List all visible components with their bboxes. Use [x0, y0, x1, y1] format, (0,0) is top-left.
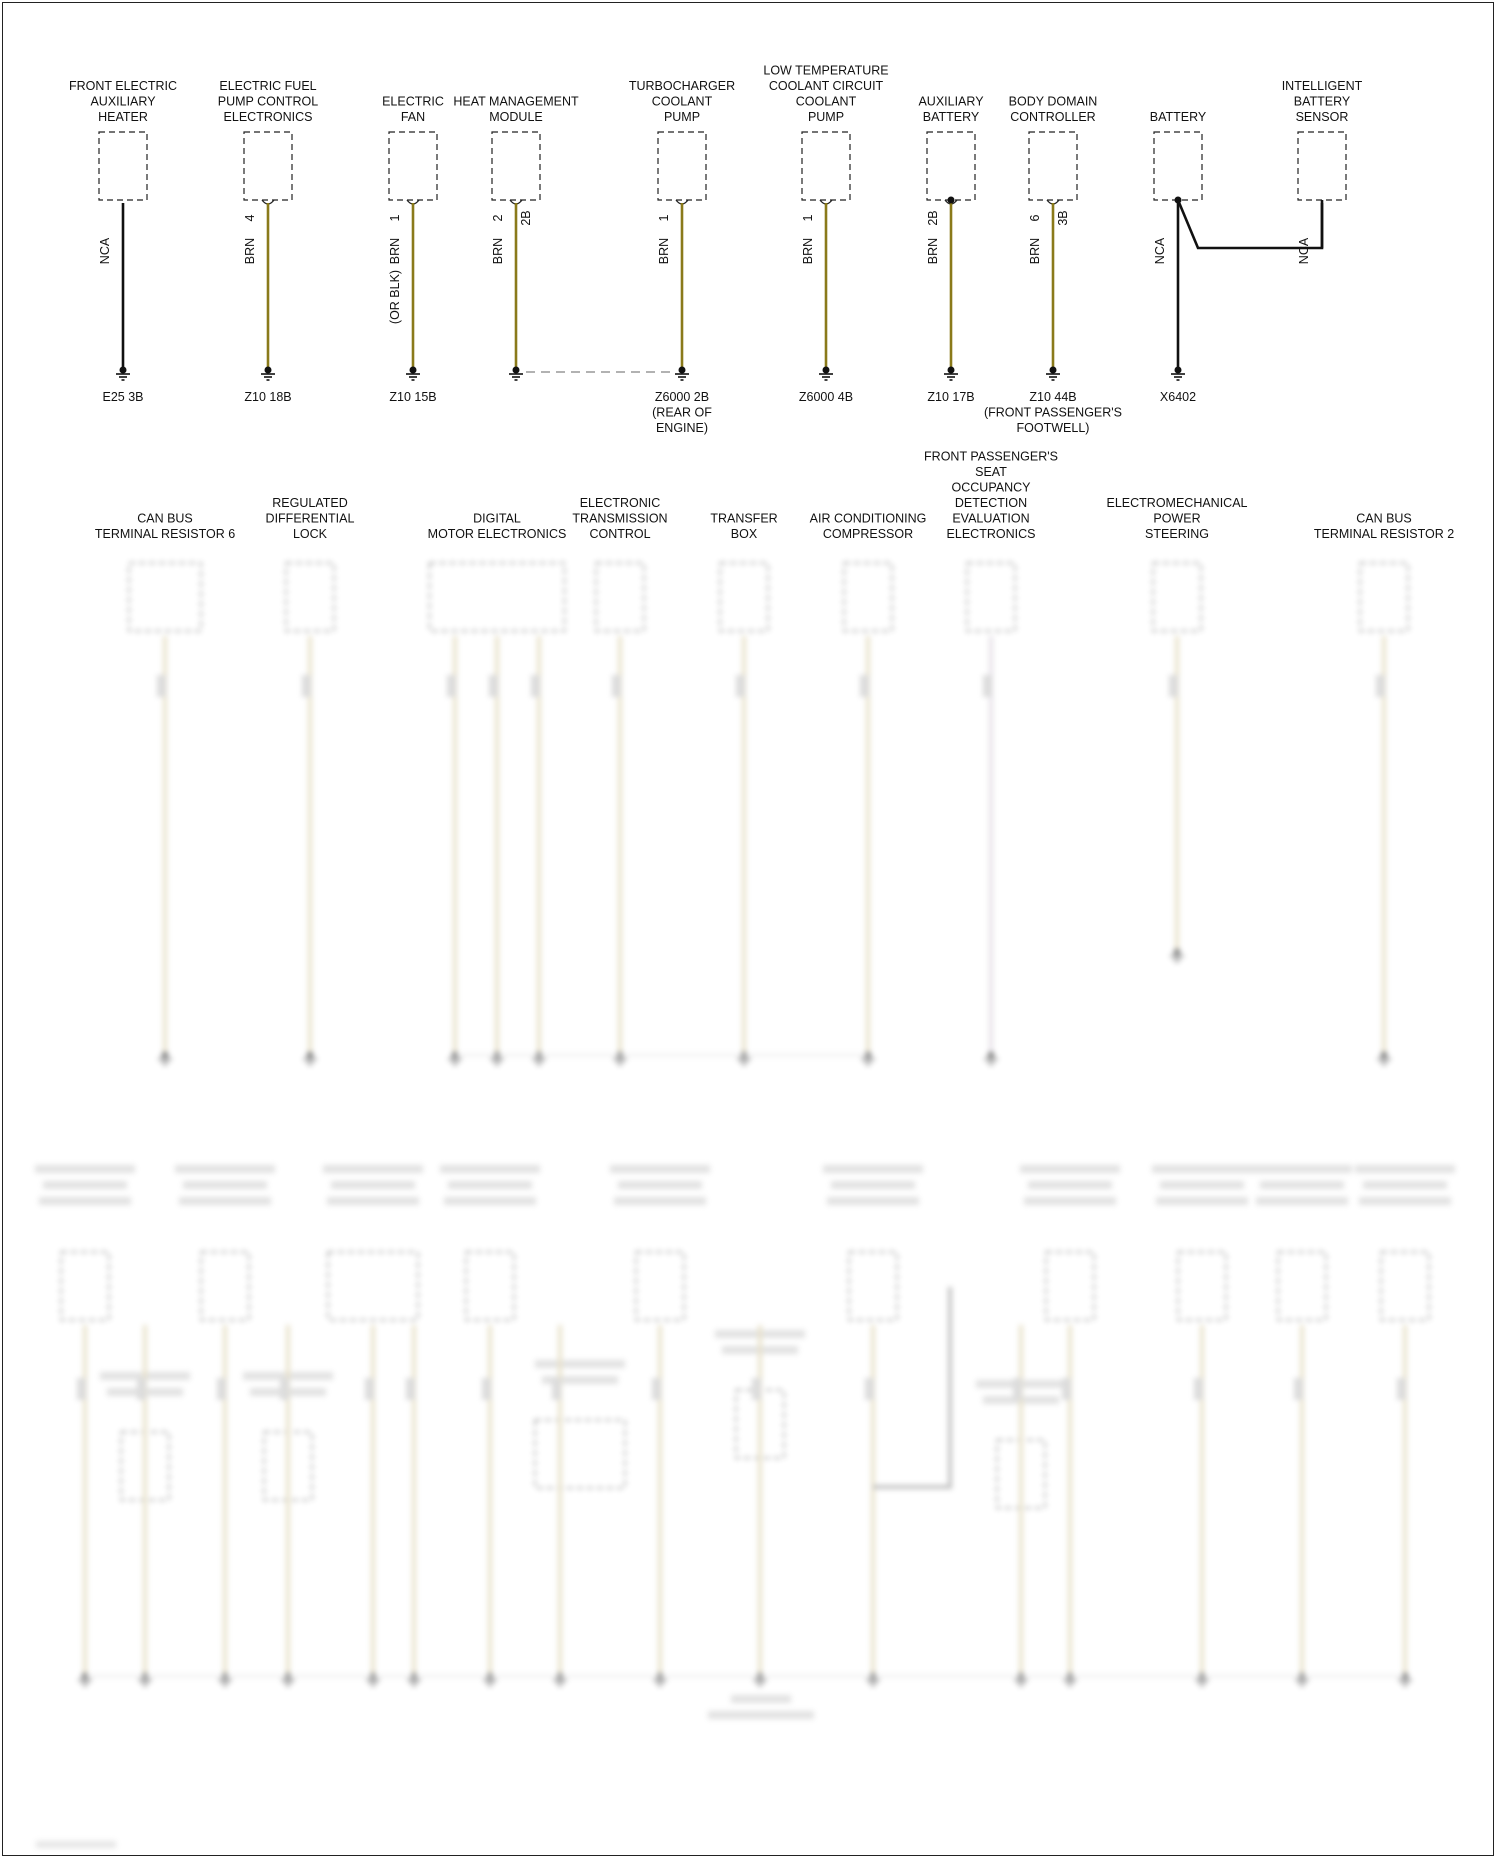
- component-box: [201, 1252, 249, 1320]
- wire-color-mark: [552, 1378, 561, 1400]
- component-3: [453, 95, 579, 381]
- label-placeholder: [39, 1197, 131, 1205]
- wire-color-mark: [865, 1378, 874, 1400]
- label-placeholder: [535, 1360, 625, 1368]
- wire-color-label: BRN: [926, 237, 940, 265]
- ground-icon-dot: [823, 367, 830, 374]
- ground-label: ENGINE): [655, 421, 709, 435]
- component-label: BATTERY: [1149, 110, 1207, 124]
- label-placeholder: [1152, 1165, 1252, 1173]
- component-label: ELECTRIC: [382, 94, 444, 109]
- wire-color-mark: [1294, 1378, 1303, 1400]
- component-6: [918, 95, 984, 405]
- label-placeholder: [614, 1197, 706, 1205]
- component-box: [466, 1252, 514, 1320]
- label-placeholder: [1020, 1165, 1120, 1173]
- component-label: CONTROLLER: [1010, 110, 1096, 124]
- wire-color-label: BRN: [801, 237, 815, 265]
- component-label: AUXILIARY: [918, 94, 984, 109]
- label-placeholder: [179, 1197, 271, 1205]
- label-placeholder: [331, 1181, 415, 1189]
- component-4: [629, 79, 735, 435]
- component-label: AIR CONDITIONING: [809, 511, 927, 526]
- component-label: HEATER: [98, 110, 148, 124]
- component-label: INTELLIGENT: [1281, 79, 1363, 93]
- ground-label: (REAR OF: [652, 405, 712, 420]
- component-label: PUMP CONTROL: [217, 94, 319, 109]
- label-placeholder: [618, 1181, 702, 1189]
- wire-color-mark: [1013, 1378, 1022, 1400]
- component-box: [1178, 1252, 1226, 1320]
- pin-label: 1: [657, 214, 671, 222]
- component-label: LOCK: [292, 527, 328, 541]
- label-placeholder: [183, 1181, 267, 1189]
- component-label: PUMP: [663, 110, 701, 124]
- component-box: [1298, 132, 1346, 200]
- label-placeholder: [35, 1165, 135, 1173]
- component-box: [1278, 1252, 1326, 1320]
- component-box: [720, 563, 768, 631]
- component-label: ELECTRONICS: [946, 527, 1036, 541]
- component-label: CAN BUS: [1356, 511, 1412, 526]
- component-0: [69, 79, 177, 404]
- ground-icon-dot: [162, 1052, 169, 1059]
- ground-label: Z6000 4B: [798, 390, 854, 404]
- label-placeholder: [1355, 1165, 1455, 1173]
- pin-label: 6: [1028, 214, 1042, 222]
- footer-placeholder: [36, 1841, 116, 1848]
- pin-label: 1: [388, 214, 402, 222]
- ground-icon-dot: [1174, 949, 1181, 956]
- ground-label: FOOTWELL): [1016, 421, 1090, 435]
- component-label: REGULATED: [272, 496, 348, 510]
- wire-color-label: BRN: [657, 237, 671, 265]
- component-label: BODY DOMAIN: [1008, 94, 1098, 109]
- component-label: ELECTRONICS: [223, 110, 313, 124]
- component-label: EVALUATION: [952, 511, 1030, 526]
- ground-icon-dot: [948, 367, 955, 374]
- wire-color-label: BRN: [388, 237, 402, 265]
- wire-color-label: BRN: [1028, 237, 1042, 265]
- component-label: HEAT MANAGEMENT: [453, 94, 579, 109]
- pin-label: 1: [801, 214, 815, 222]
- component-label: FRONT ELECTRIC: [68, 79, 178, 93]
- ground-icon-dot: [1381, 1052, 1388, 1059]
- ground-icon-dot: [1050, 367, 1057, 374]
- wire-color-label: BRN: [491, 237, 505, 265]
- ground-icon-dot: [307, 1052, 314, 1059]
- label-placeholder: [175, 1165, 275, 1173]
- component-box: [389, 132, 437, 200]
- component-label: TRANSMISSION: [572, 511, 668, 526]
- ground-label: Z10 18B: [244, 390, 292, 404]
- label-placeholder: [831, 1181, 915, 1189]
- ground-icon-dot: [1175, 367, 1182, 374]
- component-label: BATTERY: [1293, 94, 1351, 109]
- component-box: [1381, 1252, 1429, 1320]
- splice-dot: [948, 197, 955, 204]
- wire-color-mark: [489, 675, 498, 697]
- component-box: [802, 132, 850, 200]
- component-label: COOLANT: [795, 94, 857, 109]
- ground-label: E25 3B: [102, 390, 144, 404]
- component-1: [218, 79, 319, 404]
- wire-color-label: NCA: [1153, 237, 1167, 265]
- component-label: DIFFERENTIAL: [265, 511, 355, 526]
- component-label: BOX: [730, 527, 758, 541]
- wire-color-mark: [652, 1378, 661, 1400]
- ground-label: Z6000 2B: [654, 390, 710, 404]
- component-box: [849, 1252, 897, 1320]
- component-label: TERMINAL RESISTOR 2: [1313, 527, 1455, 541]
- wire-color-mark: [1194, 1378, 1203, 1400]
- wire-color-label: NCA: [98, 237, 112, 265]
- component-box: [927, 132, 975, 200]
- label-placeholder: [327, 1197, 419, 1205]
- component-7: [984, 95, 1122, 436]
- ground-label: (FRONT PASSENGER'S: [983, 405, 1123, 420]
- wire-color-mark: [365, 1378, 374, 1400]
- wire-color-mark: [752, 1378, 761, 1400]
- wire-color-mark: [736, 675, 745, 697]
- ground-label: Z10 15B: [389, 390, 437, 404]
- wire-color-mark: [137, 1378, 146, 1400]
- component-label: CONTROL: [589, 527, 651, 541]
- label-placeholder: [1359, 1197, 1451, 1205]
- label-placeholder: [1256, 1197, 1348, 1205]
- label-placeholder: [1363, 1181, 1447, 1189]
- wire-color-mark: [482, 1378, 491, 1400]
- wire-color-mark: [1169, 675, 1178, 697]
- wire-color-mark: [280, 1378, 289, 1400]
- pin-label: 2: [491, 214, 505, 222]
- component-box: [286, 563, 334, 631]
- wire-color-mark: [77, 1378, 86, 1400]
- label-placeholder: [1160, 1181, 1244, 1189]
- component-box: [596, 563, 644, 631]
- component-label: SEAT: [975, 465, 1007, 479]
- component-label: DIGITAL: [473, 511, 521, 526]
- ground-icon-dot: [513, 367, 520, 374]
- component-5: [763, 64, 888, 405]
- component-box: [1154, 132, 1202, 200]
- pin-label: 4: [243, 214, 257, 222]
- component-label: COOLANT: [651, 94, 713, 109]
- ground-icon-dot: [120, 367, 127, 374]
- row-2-blurred: [129, 563, 1408, 1065]
- component-label: DETECTION: [954, 496, 1028, 510]
- ground-icon-dot: [988, 1052, 995, 1059]
- component-box: [1046, 1252, 1094, 1320]
- component-box: [430, 563, 565, 631]
- component-box: [967, 563, 1015, 631]
- ground-label: Z10 44B: [1029, 390, 1077, 404]
- component-box: [244, 132, 292, 200]
- component-2: [382, 95, 444, 405]
- component-label: TURBOCHARGER: [628, 79, 736, 93]
- component-label: STEERING: [1145, 527, 1209, 541]
- wire-color-mark: [860, 675, 869, 697]
- component-label: ELECTRONIC: [579, 496, 661, 510]
- pin-label: 2B: [926, 210, 940, 226]
- ground-icon-dot: [410, 367, 417, 374]
- label-placeholder: [1024, 1197, 1116, 1205]
- component-box: [636, 1252, 684, 1320]
- wire-color-label: BRN: [243, 237, 257, 265]
- label-placeholder: [448, 1181, 532, 1189]
- wire-color-mark: [531, 675, 540, 697]
- component-box: [328, 1252, 418, 1320]
- label-placeholder: [444, 1197, 536, 1205]
- label-placeholder: [731, 1695, 791, 1703]
- component-label: SENSOR: [1295, 110, 1349, 124]
- component-label: TERMINAL RESISTOR 6: [94, 527, 236, 541]
- component-box: [535, 1420, 625, 1488]
- component-label: CAN BUS: [137, 511, 193, 526]
- wire-color-alt-label: (OR BLK): [388, 269, 402, 325]
- wire-color-mark: [406, 1378, 415, 1400]
- wire-color-mark: [1376, 675, 1385, 697]
- component-box: [1153, 563, 1201, 631]
- component-label: POWER: [1153, 511, 1201, 526]
- label-placeholder: [1156, 1197, 1248, 1205]
- label-placeholder: [1028, 1181, 1112, 1189]
- ground-icon-dot: [679, 367, 686, 374]
- ground-icon-dot: [265, 367, 272, 374]
- wire-color-mark: [302, 675, 311, 697]
- component-label: LOW TEMPERATURE: [763, 63, 889, 78]
- component-label: AUXILIARY: [90, 94, 156, 109]
- component-label: COOLANT CIRCUIT: [768, 79, 884, 93]
- row-2: [95, 450, 1454, 542]
- row-1: [69, 64, 1363, 436]
- wire-color-mark: [157, 675, 166, 697]
- component-label: ELECTRIC FUEL: [219, 79, 317, 93]
- wire-color-label: NCA: [1297, 237, 1311, 265]
- component-label: COMPRESSOR: [822, 527, 914, 541]
- wire-color-mark: [612, 675, 621, 697]
- label-placeholder: [440, 1165, 540, 1173]
- label-placeholder: [1252, 1165, 1352, 1173]
- component-box: [844, 563, 892, 631]
- component-label: BATTERY: [922, 110, 980, 124]
- row-3-blurred: [35, 1165, 1455, 1848]
- label-placeholder: [1260, 1181, 1344, 1189]
- wire-color-mark: [447, 675, 456, 697]
- component-label: FRONT PASSENGER'S: [924, 449, 1058, 464]
- component-label: PUMP: [807, 110, 845, 124]
- ground-label: X6402: [1159, 390, 1197, 404]
- ground-label: Z10 17B: [927, 390, 975, 404]
- label-placeholder: [708, 1711, 814, 1719]
- wire-color-mark: [1062, 1378, 1071, 1400]
- component-label: FAN: [400, 110, 426, 124]
- component-box: [1360, 563, 1408, 631]
- pin-label: 3B: [1056, 210, 1070, 226]
- wire-color-mark: [983, 675, 992, 697]
- component-label: ELECTROMECHANICAL: [1106, 496, 1248, 510]
- label-placeholder: [43, 1181, 127, 1189]
- component-8: [1150, 110, 1207, 404]
- label-placeholder: [323, 1165, 423, 1173]
- pin-label: 2B: [519, 210, 533, 226]
- gray-wire: [873, 1287, 950, 1487]
- component-box: [658, 132, 706, 200]
- component-label: MODULE: [489, 110, 543, 124]
- wire-color-mark: [217, 1378, 226, 1400]
- component-box: [129, 563, 201, 631]
- wire-color-mark: [1397, 1378, 1406, 1400]
- component-box: [492, 132, 540, 200]
- component-box: [61, 1252, 109, 1320]
- component-label: TRANSFER: [710, 511, 778, 526]
- component-label: OCCUPANCY: [951, 480, 1031, 495]
- component-box: [99, 132, 147, 200]
- label-placeholder: [827, 1197, 919, 1205]
- component-label: MOTOR ELECTRONICS: [427, 527, 567, 541]
- label-placeholder: [823, 1165, 923, 1173]
- component-box: [1029, 132, 1077, 200]
- label-placeholder: [610, 1165, 710, 1173]
